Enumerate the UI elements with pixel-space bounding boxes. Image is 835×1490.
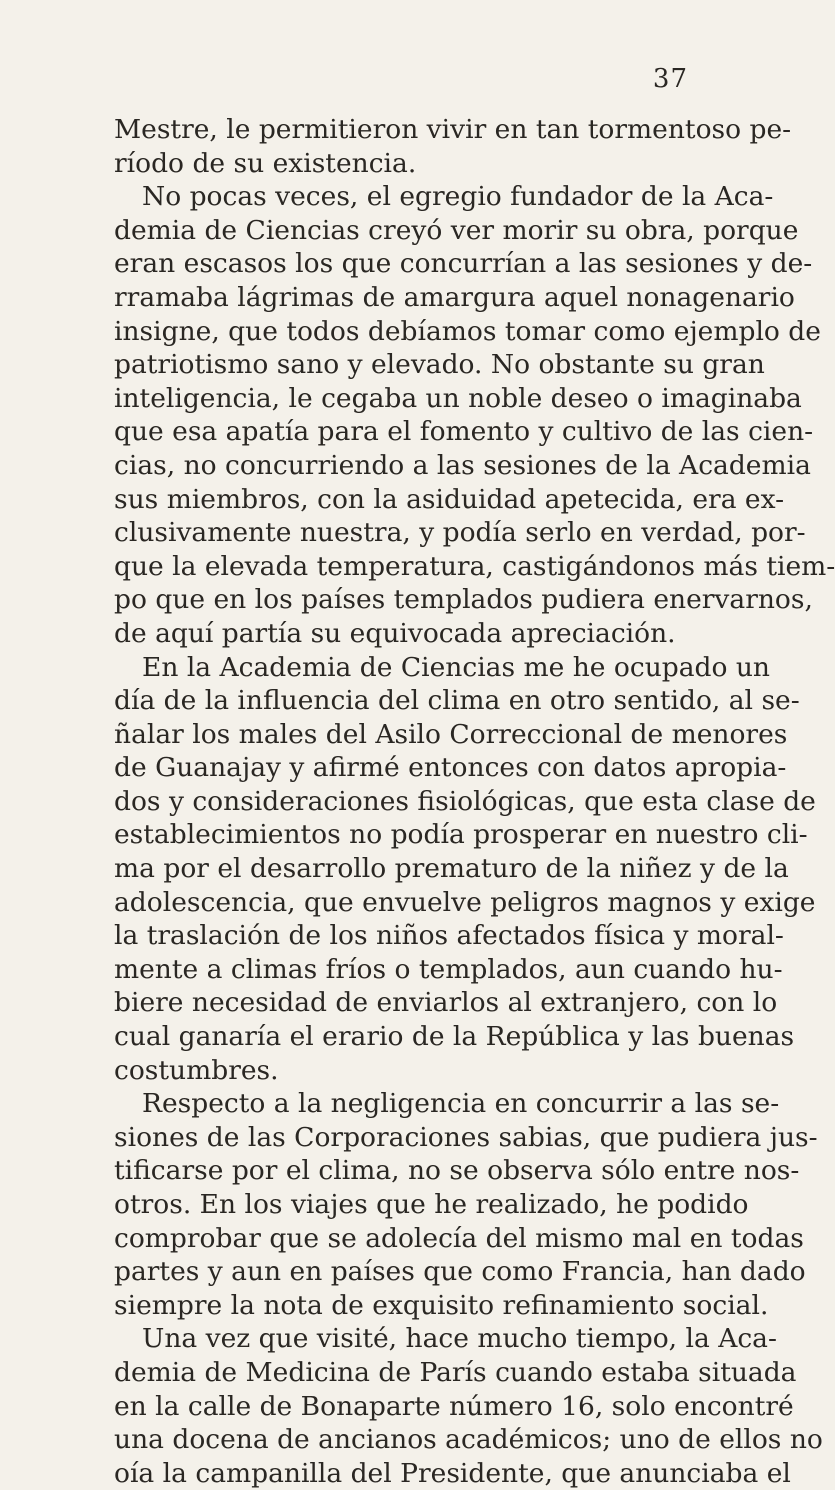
text-line: mente a climas fríos o templados, aun cuando hu-: [114, 953, 783, 985]
text-line: la traslación de los niños afectados física y moral-: [114, 920, 784, 952]
text-line: Mestre, le permitieron vivir en tan tormentoso pe-: [114, 114, 792, 145]
text-line: ñalar los males del Asilo Correccional de menores: [114, 718, 788, 750]
text-line: ríodo de su existencia.: [114, 147, 417, 179]
text-line: ma por el desarrollo prematuro de la niñez y de la: [114, 853, 789, 885]
text-line: dos y consideraciones fisiológicas, que esta clase de: [114, 785, 816, 817]
text-line: establecimientos no podía prosperar en nuestro cli-: [114, 819, 808, 851]
text-line: otros. En los viajes que he realizado, he podido: [114, 1189, 749, 1220]
text-line: en la calle de Bonaparte número 16, solo encontré: [114, 1390, 794, 1422]
text-line: patriotismo sano y elevado. No obstante su gran: [114, 349, 765, 381]
text-line: cias, no concurriendo a las sesiones de la Academia: [114, 449, 811, 481]
text-line: partes y aun en países que como Francia, han dado: [114, 1256, 806, 1288]
text-line: costumbres.: [114, 1054, 279, 1086]
text-line: siones de las Corporaciones sabias, que pudiera jus-: [114, 1121, 818, 1153]
text-line: sus miembros, con la asiduidad apetecida, era ex-: [114, 483, 785, 515]
body-text: [114, 113, 835, 1490]
text-line: eran escasos los que concurrían a las sesiones y de-: [114, 248, 813, 280]
page-number: 37: [652, 64, 688, 94]
text-line: adolescencia, que envuelve peligros magnos y exige: [114, 886, 816, 918]
text-line: Una vez que visité, hace mucho tiempo, la Aca-: [142, 1323, 777, 1355]
text-line: tificarse por el clima, no se observa sólo entre nos-: [114, 1155, 800, 1187]
text-line: rramaba lágrimas de amargura aquel nonagenario: [114, 281, 795, 313]
text-line: En la Academia de Ciencias me he ocupado un: [142, 651, 771, 683]
text-line: de aquí partía su equivocada apreciación.: [114, 617, 676, 649]
text-line: día de la influencia del clima en otro sentido, al se-: [114, 685, 800, 717]
text-line: que esa apatía para el fomento y cultivo de las cien-: [114, 416, 814, 448]
text-line: biere necesidad de enviarlos al extranjero, con lo: [114, 987, 778, 1019]
text-line: insigne, que todos debíamos tomar como ejemplo de: [114, 315, 821, 347]
text-line: No pocas veces, el egregio fundador de la Aca-: [142, 181, 774, 213]
text-line: que la elevada temperatura, castigándonos más tiem-: [114, 550, 835, 582]
text-line: inteligencia, le cegaba un noble deseo o imaginaba: [114, 382, 802, 414]
text-line: una docena de ancianos académicos; uno de ellos no: [114, 1424, 823, 1456]
text-line: clusivamente nuestra, y podía serlo en verdad, por-: [114, 517, 806, 549]
text-line: de Guanajay y afirmé entonces con datos apropia-: [114, 752, 787, 784]
text-line: Respecto a la negligencia en concurrir a las se-: [142, 1088, 780, 1120]
text-line: oía la campanilla del Presidente, que anunciaba el: [114, 1457, 791, 1489]
text-line: cual ganaría el erario de la República y las buenas: [114, 1021, 795, 1053]
text-line: demia de Medicina de París cuando estaba situada: [114, 1356, 797, 1388]
text-line: comprobar que se adolecía del mismo mal en todas: [114, 1222, 804, 1254]
text-line: po que en los países templados pudiera enervarnos,: [114, 584, 813, 616]
text-line: demia de Ciencias creyó ver morir su obra, porque: [114, 214, 799, 246]
text-line: siempre la nota de exquisito refinamiento social.: [114, 1289, 769, 1321]
